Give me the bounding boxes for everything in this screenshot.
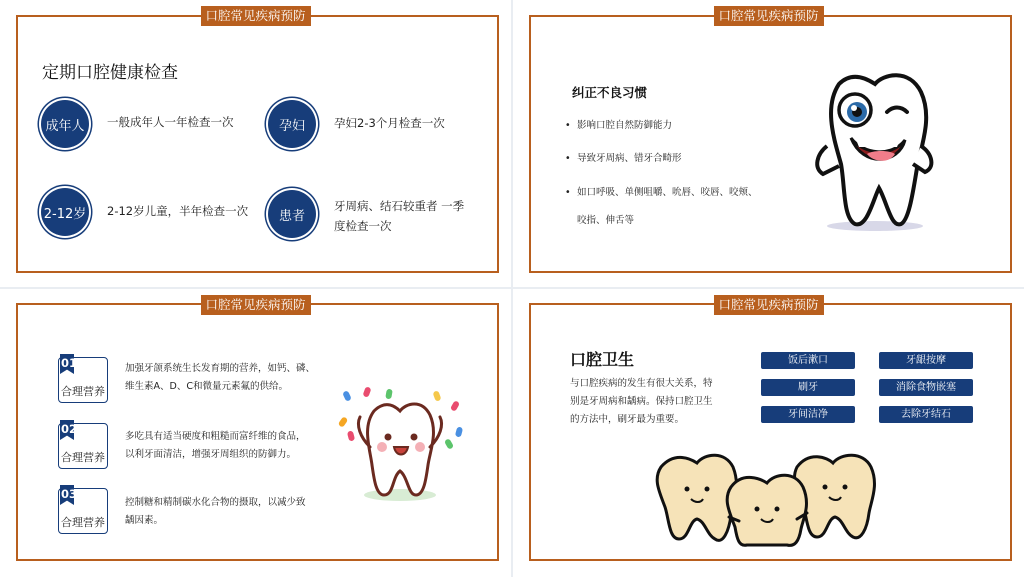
pill-gum-massage: 牙龈按摩 xyxy=(879,352,973,369)
item-03-line2: 龋因素。 xyxy=(125,515,164,526)
bullet-1: • 影响口腔自然防御能力 xyxy=(577,117,672,135)
badge-child: 2-12岁 xyxy=(41,188,89,236)
badge-patient: 患者 xyxy=(268,190,316,238)
badge-adult: 成年人 xyxy=(41,100,89,148)
slide-tag: 口腔常见疾病预防 xyxy=(713,6,823,26)
slide-nutrition[interactable] xyxy=(0,289,511,577)
patient-text-line1: 牙周病、结石较重者 一季 xyxy=(334,199,465,213)
item-02-box xyxy=(58,423,108,469)
pill-rinse: 饭后漱口 xyxy=(761,352,855,369)
item-03-line1: 控制糖和精制碳水化合物的摄取，以减少致 xyxy=(125,497,306,508)
item-label: 合理营养 xyxy=(61,385,105,398)
item-label: 合理营养 xyxy=(61,451,105,464)
adult-text: 一般成年人一年检查一次 xyxy=(107,115,234,129)
slide-tag: 口腔常见疾病预防 xyxy=(713,295,823,315)
item-label: 合理营养 xyxy=(61,516,105,529)
winking-tooth-illustration xyxy=(809,68,939,234)
item-01-box xyxy=(58,357,108,403)
bullet-3-cont: 咬指、伸舌等 xyxy=(577,215,635,226)
pill-tartar: 去除牙结石 xyxy=(879,406,973,423)
item-number: 03 xyxy=(61,487,78,501)
item-01-line1: 加强牙颌系统生长发育期的营养，如钙、磷、 xyxy=(125,363,316,374)
item-01-line2: 维生素A、D、C和微量元素氟的供给。 xyxy=(125,381,288,392)
desc-line1: 与口腔疾病的发生有很大关系，特 xyxy=(570,378,713,389)
slide-title: 定期口腔健康检查 xyxy=(42,63,178,83)
slide-title: 纠正不良习惯 xyxy=(572,85,648,100)
three-teeth-illustration xyxy=(651,447,881,547)
desc-line2: 别是牙周病和龋病。保持口腔卫生 xyxy=(570,396,713,407)
slide-habits[interactable] xyxy=(513,0,1024,287)
item-03-box xyxy=(58,488,108,534)
pill-brushing: 刷牙 xyxy=(761,379,855,396)
slide-checkup[interactable] xyxy=(0,0,511,287)
slide-hygiene[interactable] xyxy=(513,289,1024,577)
badge-pregnant: 孕妇 xyxy=(268,100,316,148)
item-number: 02 xyxy=(61,422,78,436)
item-02-line2: 以利牙面清洁，增强牙周组织的防御力。 xyxy=(125,449,297,460)
happy-tooth-confetti-illustration xyxy=(334,387,474,507)
slide-frame xyxy=(16,15,499,273)
item-number: 01 xyxy=(61,356,78,370)
pill-interdental: 牙间洁净 xyxy=(761,406,855,423)
desc-line3: 的方法中，刷牙最为重要。 xyxy=(570,414,685,425)
slide-tag: 口腔常见疾病预防 xyxy=(200,6,310,26)
pill-remove-food: 消除食物嵌塞 xyxy=(879,379,973,396)
child-text: 2-12岁儿童，半年检查一次 xyxy=(107,204,249,218)
slide-title: 口腔卫生 xyxy=(570,350,635,369)
pregnant-text: 孕妇2-3个月检查一次 xyxy=(334,116,445,130)
bullet-3: • 如口呼吸、单侧咀嚼、吮唇、咬唇、咬颊、 xyxy=(577,184,758,202)
bullet-2: • 导致牙周病、错牙合畸形 xyxy=(577,150,682,168)
patient-text-line2: 度检查一次 xyxy=(334,219,392,233)
item-02-line1: 多吃具有适当硬度和粗糙而富纤维的食品， xyxy=(125,431,306,442)
slide-frame xyxy=(529,15,1012,273)
slide-tag: 口腔常见疾病预防 xyxy=(200,295,310,315)
